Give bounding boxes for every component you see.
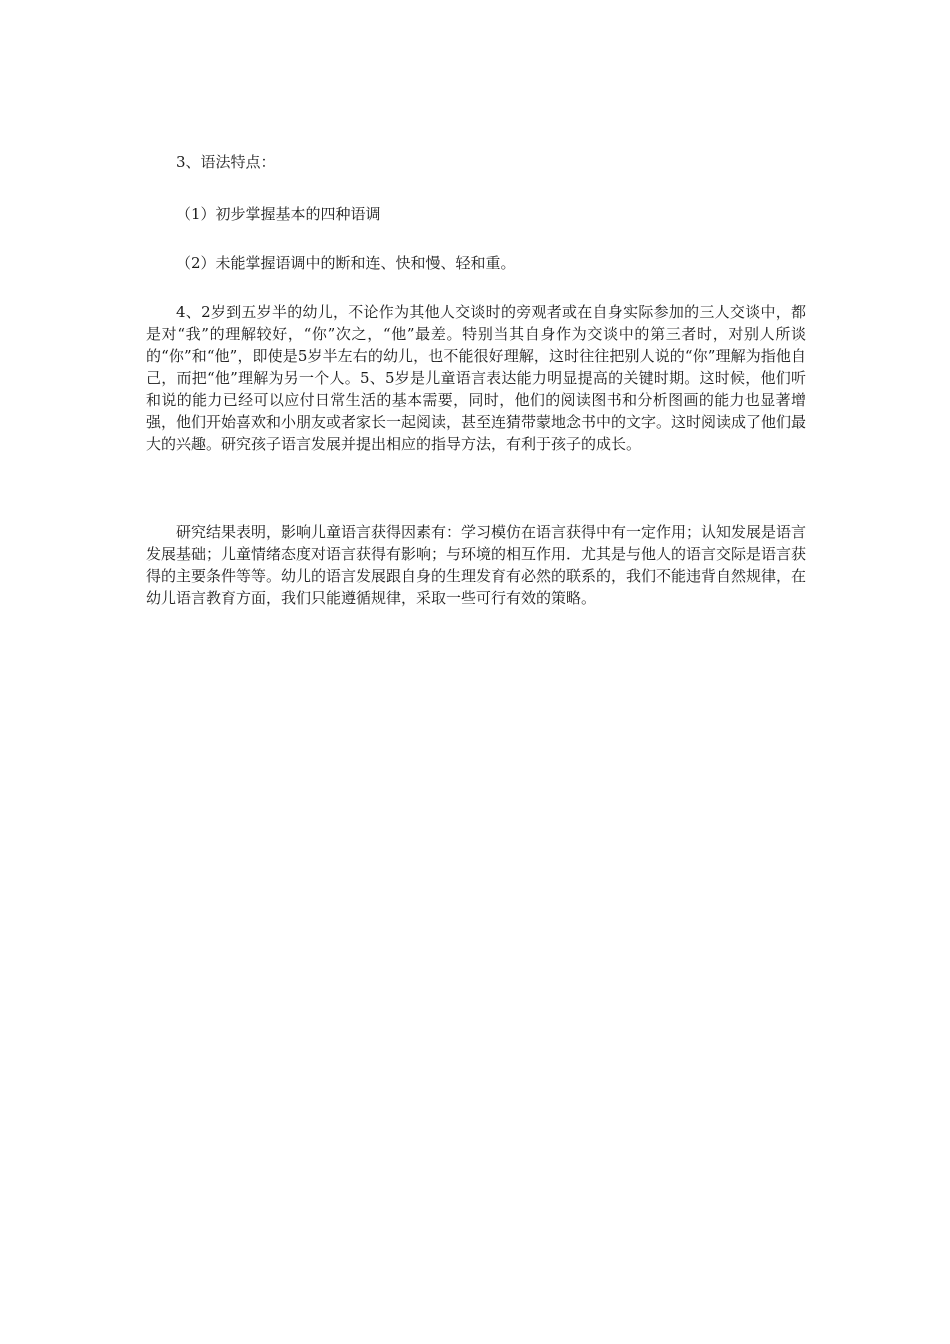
paragraph-pronoun-understanding: 4、2岁到五岁半的幼儿，不论作为其他人交谈时的旁观者或在自身实际参加的三人交谈中，都是对“我”的理解较好，“你”次之，“他”最差。特别当其自身作为交谈中的第三者时，对别人所谈的“你”和“他”，即使是5岁半左右的幼儿，也不能很好理解，这时往往把别人说的“你”理解为指他自己，而把“他”理解为另一个人。5、5岁是儿童语言表达能力明显提高的关键时期。这时候，他们听和说的能力已经可以应付日常生活的基本需要，同时，他们的阅读图书和分析图画的能力也显著增强，他们开始喜欢和小朋友或者家长一起阅读，甚至连猜带蒙地念书中的文字。这时阅读成了他们最大的兴趣。研究孩子语言发展并提出相应的指导方法，有利于孩子的成长。 <box>146 303 807 453</box>
section-heading-grammar: 3、语法特点： <box>176 153 276 171</box>
list-item-intonation: （1）初步掌握基本的四种语调 <box>176 205 381 223</box>
list-item-rhythm: （2）未能掌握语调中的断和连、快和慢、轻和重。 <box>176 254 516 272</box>
paragraph-research-findings: 研究结果表明，影响儿童语言获得因素有：学习模仿在语言获得中有一定作用；认知发展是语言发展基础；儿童情绪态度对语言获得有影响；与环境的相互作用．尤其是与他人的语言交际是语言获得的主要条件等等。幼儿的语言发展跟自身的生理发育有必然的联系的，我们不能违背自然规律，在幼儿语言教育方面，我们只能遵循规律，采取一些可行有效的策略。 <box>146 523 807 607</box>
